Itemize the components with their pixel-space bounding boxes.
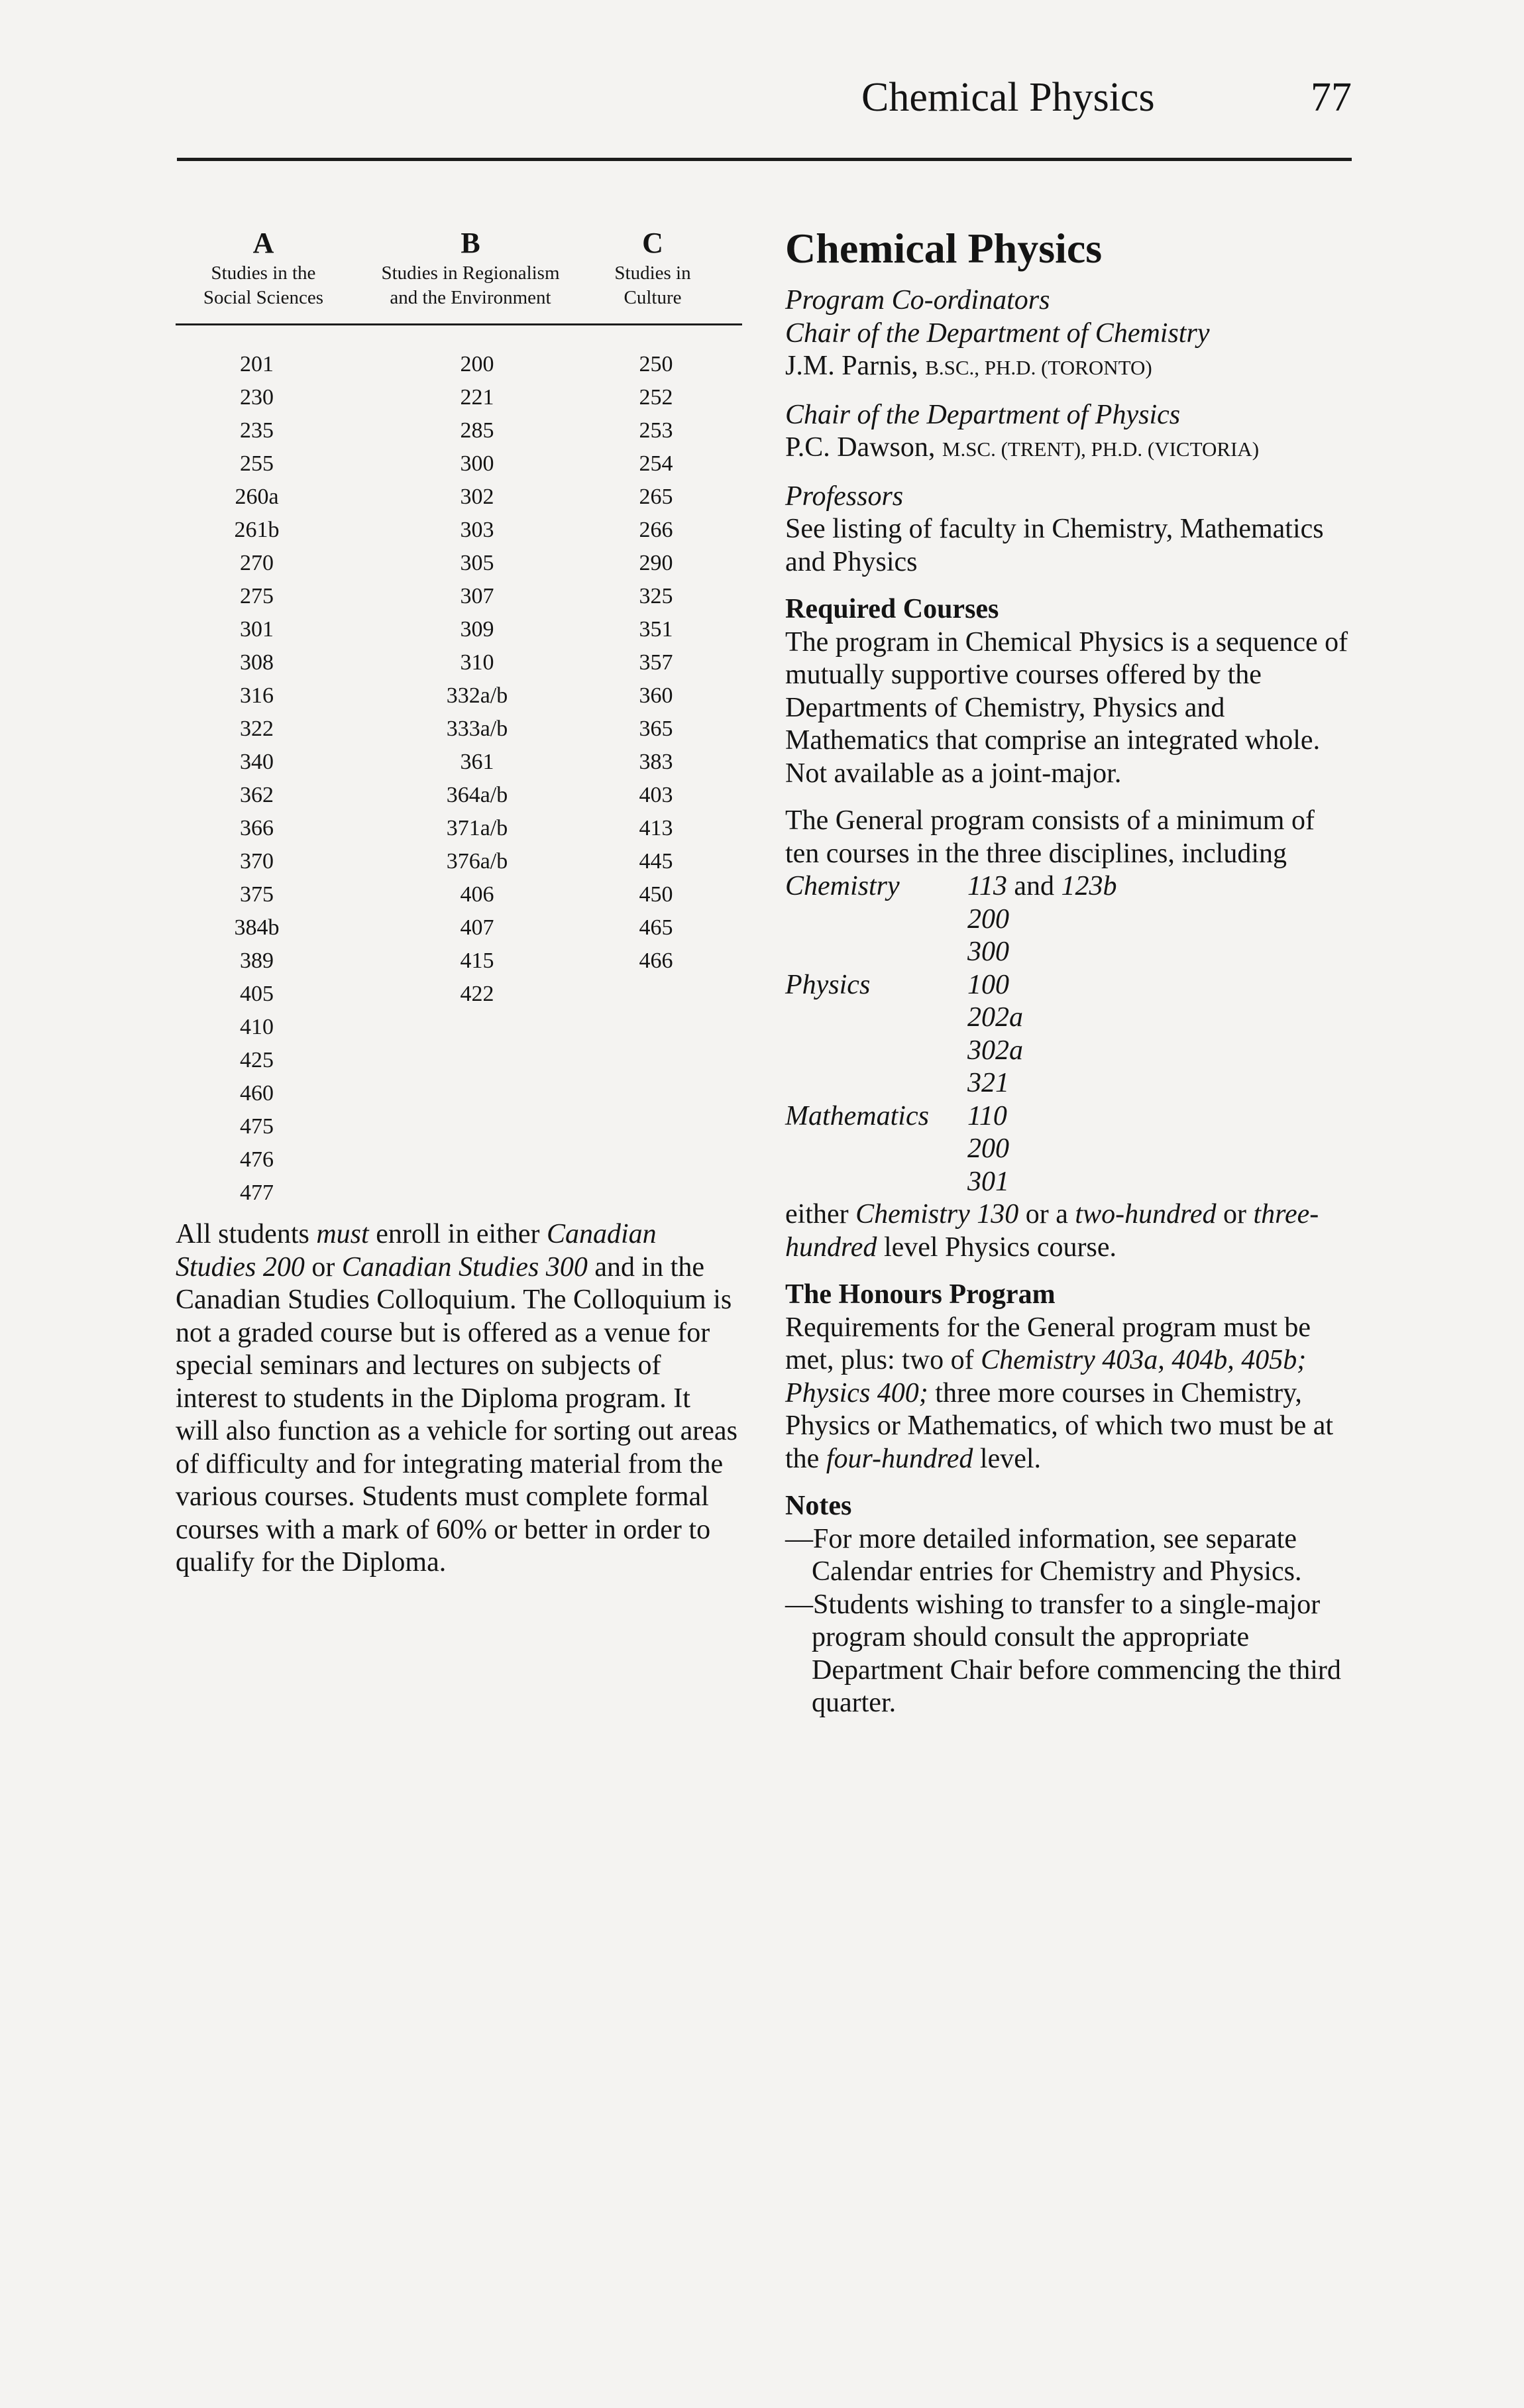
course-number: 309 bbox=[460, 617, 494, 642]
colloquium-paragraph: All students must enroll in either Canadian Studies 200 or Canadian Studies 300 and in the Canadian Studies Colloquium. The Colloquium is not a graded course but is offered as a venue for special seminars and lectures on subjects of interest to students in the Diploma program. It will also function as a vehicle for sorting out areas of difficulty and for integrating material from the various courses. Students must complete formal courses with a mark of 60% or better in order to qualify for the Diploma. bbox=[176, 1219, 737, 1577]
course-number: 465 bbox=[639, 915, 673, 940]
column-c-courses bbox=[576, 348, 735, 978]
course-number: 445 bbox=[639, 849, 673, 874]
course-number: 325 bbox=[639, 584, 673, 608]
course-number: 366 bbox=[240, 816, 274, 840]
course-number: 365 bbox=[639, 717, 673, 741]
honours-heading: The Honours Program bbox=[785, 1279, 1056, 1310]
course-number: 308 bbox=[240, 650, 274, 675]
course-number: 361 bbox=[460, 750, 494, 774]
section-title: Chemical Physics bbox=[785, 225, 1103, 272]
course-number: 370 bbox=[240, 849, 274, 874]
course-number: 383 bbox=[639, 750, 673, 774]
course-number: 260a bbox=[235, 485, 279, 509]
professors-text: See listing of faculty in Chemistry, Mathematics and Physics bbox=[785, 514, 1324, 577]
course-number: 322 bbox=[240, 717, 274, 741]
course-number: 340 bbox=[240, 750, 274, 774]
course-number: 290 bbox=[639, 551, 673, 575]
course-number: 384b bbox=[234, 915, 280, 940]
course-number: 303 bbox=[460, 518, 494, 542]
general-program-text: The General program consists of a minimum of ten courses in the three disciplines, including bbox=[785, 805, 1315, 869]
page-number: 77 bbox=[1311, 75, 1352, 120]
course-number: 375 bbox=[240, 882, 274, 907]
course-number: 221 bbox=[460, 385, 494, 410]
course-number: 275 bbox=[240, 584, 274, 608]
course-number: 413 bbox=[639, 816, 673, 840]
course-number: 450 bbox=[639, 882, 673, 907]
course-number: 333a/b bbox=[446, 717, 508, 741]
course-number: 305 bbox=[460, 551, 494, 575]
course-number: 477 bbox=[240, 1180, 274, 1205]
course-number: 285 bbox=[460, 418, 494, 443]
course-number: 476 bbox=[240, 1147, 274, 1172]
course-number: 265 bbox=[639, 485, 673, 509]
notes-heading: Notes bbox=[785, 1491, 852, 1521]
course-number: 307 bbox=[460, 584, 494, 608]
course-number: 407 bbox=[460, 915, 494, 940]
note-item: —Students wishing to transfer to a single-major program should consult the appropriate Department Chair before commencing the third quarter. bbox=[785, 1589, 1341, 1718]
course-number: 362 bbox=[240, 783, 274, 807]
required-courses-text: The program in Chemical Physics is a sequence of mutually supportive courses offered by the Departments of Chemistry, Physics and Mathematics that comprise an integrated whole. Not available as a joint-major. bbox=[785, 626, 1348, 789]
course-number: 230 bbox=[240, 385, 274, 410]
course-number: 253 bbox=[639, 418, 673, 443]
course-number: 332a/b bbox=[446, 683, 508, 708]
course-number: 422 bbox=[460, 982, 494, 1006]
course-number: 254 bbox=[639, 451, 673, 476]
course-number: 270 bbox=[240, 551, 274, 575]
header-rule bbox=[177, 158, 1352, 161]
table-header-rule bbox=[176, 323, 742, 325]
note-item: —For more detailed information, see separate Calendar entries for Chemistry and Physics. bbox=[785, 1523, 1302, 1587]
chem-chair-label: Chair of the Department of Chemistry bbox=[785, 317, 1210, 349]
course-number: 405 bbox=[240, 982, 274, 1006]
phys-chair-label: Chair of the Department of Physics bbox=[785, 399, 1181, 430]
professors-label: Professors bbox=[785, 481, 904, 512]
course-number: 200 bbox=[460, 352, 494, 376]
program-description bbox=[785, 222, 1348, 1720]
running-header bbox=[861, 74, 1352, 121]
course-number: 425 bbox=[240, 1048, 274, 1072]
course-number: 250 bbox=[639, 352, 673, 376]
course-number: 410 bbox=[240, 1015, 274, 1039]
column-header-c: C Studies in Culture bbox=[614, 227, 691, 308]
course-number: 364a/b bbox=[446, 783, 508, 807]
course-number: 406 bbox=[460, 882, 494, 907]
chemistry-courses: Chemistry 113 and 123b 200 300 bbox=[785, 871, 1117, 967]
course-number: 301 bbox=[240, 617, 274, 642]
honours-text: Requirements for the General program must be met, plus: two of Chemistry 403a, 404b, 405b; Physics 400; three more courses in Chemistry, Physics or Mathematics, of which two must be at the four-hundred level. bbox=[785, 1312, 1334, 1474]
course-number: 266 bbox=[639, 518, 673, 542]
course-number: 201 bbox=[240, 352, 274, 376]
course-number: 415 bbox=[460, 948, 494, 973]
course-number: 310 bbox=[460, 650, 494, 675]
course-number: 302 bbox=[460, 485, 494, 509]
course-number: 252 bbox=[639, 385, 673, 410]
course-number: 261b bbox=[234, 518, 280, 542]
course-number: 371a/b bbox=[446, 816, 508, 840]
physics-courses: Physics 100 202a 302a 321 bbox=[785, 969, 1023, 1098]
either-requirement: either Chemistry 130 or a two-hundred or three-hundred level Physics course. bbox=[785, 1199, 1319, 1263]
required-courses-heading: Required Courses bbox=[785, 594, 999, 624]
course-number: 351 bbox=[639, 617, 673, 642]
coordinators-label: Program Co-ordinators bbox=[785, 285, 1050, 315]
course-number: 475 bbox=[240, 1114, 274, 1139]
course-number: 360 bbox=[639, 683, 673, 708]
course-number: 235 bbox=[240, 418, 274, 443]
course-number: 466 bbox=[639, 948, 673, 973]
header-title: Chemical Physics bbox=[861, 75, 1155, 120]
course-number: 403 bbox=[639, 783, 673, 807]
course-number: 255 bbox=[240, 451, 274, 476]
column-header-b: B Studies in Regionalism and the Environment bbox=[381, 227, 560, 308]
phys-chair: P.C. Dawson, M.SC. (TRENT), PH.D. (VICTORIA) bbox=[785, 432, 1260, 463]
course-number: 376a/b bbox=[446, 849, 508, 874]
course-number: 316 bbox=[240, 683, 274, 708]
column-header-a: A Studies in the Social Sciences bbox=[203, 227, 324, 308]
course-number: 300 bbox=[460, 451, 494, 476]
course-number: 460 bbox=[240, 1081, 274, 1106]
course-number: 357 bbox=[639, 650, 673, 675]
column-a-courses bbox=[176, 348, 338, 1210]
column-b-courses bbox=[378, 348, 576, 1011]
course-number: 389 bbox=[240, 948, 274, 973]
chem-chair: J.M. Parnis, B.SC., PH.D. (TORONTO) bbox=[785, 351, 1152, 381]
mathematics-courses: Mathematics 110 200 301 bbox=[785, 1100, 1009, 1197]
